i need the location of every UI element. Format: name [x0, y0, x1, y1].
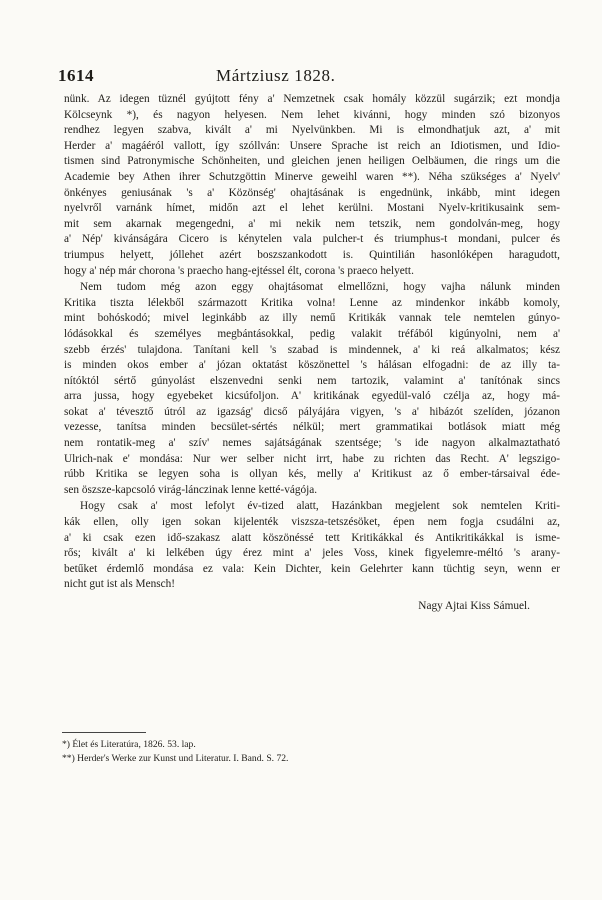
text-line: rős; kivált a' ki lelkében úgy érez mint a' jeles Voss, kinek figyelemre-méltó 's arany-: [64, 547, 560, 560]
text-line: Ulrich-nak e' mondása: Nur wer selber nicht irrt, habe zu richten das Recht. A' legszigo-: [64, 452, 560, 465]
text-line: kák ellen, olly igen sokan kijelenték viszsza-tetszésöket, épen nem fogja csudálni az,: [64, 516, 560, 529]
text-line: Hogy csak a' most lefolyt év-tized alatt, Hazánkban megjelent sok nemtelen Kriti-: [80, 500, 560, 513]
text-line: szebb érzés' tulajdona. Tanítani kell 's szabad is mindennek, a' ki reá alkalmatos; kész: [64, 343, 560, 356]
text-line: mint bohóskodó; mivel leginkább az illy nemű Kritikák vannak tele nemtelen gúnyo-: [64, 312, 560, 325]
text-line: betűket érdemlő mondása ez vala: Kein Dichter, kein Gelehrter kann tüchtig seyn, wenn er: [64, 562, 560, 575]
text-line: is minden okos ember a' józan oktatást köszönettel 's hálásan elfogadni: de az illy ta-: [64, 359, 560, 372]
text-line: a' Nép' kivánságára Cicero is kénytelen vala pulcher-t és triumphus-t mondani, pulcer és: [64, 233, 560, 246]
text-line: nítóktól sértő gúnyolást elszenvedni senki nem tartozik, valamint a' tanítónak sincs: [64, 374, 560, 387]
text-line: nicht gut ist als Mensch!: [64, 578, 176, 591]
text-line: tismen sind Patronymische Schönheiten, und gleichen jenen heiligen Oelbäumen, die rings um die: [64, 155, 560, 168]
text-line: vezesse, tanítsa minden becsület-sértés nélkül; mert grammatikai botlások miatt még: [64, 421, 560, 434]
footnotes: [62, 738, 558, 766]
footnote: **) Herder's Werke zur Kunst und Literatur. I. Band. S. 72.: [62, 753, 289, 764]
text-line: hogy a' nép már chorona 's praecho hang-ejtéssel élt, corona 's praeco helyett.: [64, 264, 414, 277]
page-number: 1614: [58, 66, 94, 85]
text-line: Kritika tiszta lélekből származott Kritika volna! Lenne az mindenkor inkább komoly,: [64, 296, 560, 309]
body-text: [64, 92, 560, 615]
text-line: Kölcseynk *), és nagyon helyesen. Nem lehet kivánni, hogy minden szó bizonyos: [64, 108, 560, 121]
footnote-divider: [62, 732, 146, 733]
text-line: nyelvről varnánk hímet, midőn azt el lehet kerülni. Mostani Nyelv-kritikusaink sem-: [64, 202, 560, 215]
footnote: *) Élet és Literatúra, 1826. 53. lap.: [62, 739, 196, 750]
running-title: Mártziusz 1828.: [216, 66, 336, 85]
text-line: önkényes geniusának 's a' Közönség' ohajtásának is engednünk, inkább, mint idegen: [64, 186, 560, 199]
text-line: mit sem akarnak megengedni, a' mi nekik nem tetszik, nem gondolván-meg, hogy: [64, 217, 560, 230]
text-line: nem rontatik-meg a' szív' nemes sajátságának szentsége; 's ide nagyon alkalmaztatható: [64, 437, 560, 450]
text-line: rúbb Kritika se legyen soha is ollyan kés, melly a' Kritikust az ő ember-társaival éde-: [64, 468, 560, 481]
text-line: lódásokkal és személyes megbántásokkal, pedig valakit tréfából kigúnyolni, nem a': [64, 327, 560, 340]
text-line: rendhez legyen szabva, kivált a' mi Nyelvünkben. Mi is elmondhatjuk azt, a' mit: [64, 124, 560, 137]
text-line: Herder a' magáéról vallott, így szóllván: Unsere Sprache ist reich an Idiotismen, und Idio-: [64, 139, 560, 152]
running-head: [58, 66, 554, 88]
text-line: sen öszsze-kapcsoló virág-lánczinak lenne ketté-vágója.: [64, 483, 318, 496]
text-line: Academie bey Athen ihrer Schutzgöttin Minerve geweihl waren **). Néha szükséges a' Nyelv': [64, 170, 560, 183]
text-line: a' ki csak ezen idő-szakasz alatt köszönéssé tett Kritikákkal és Antikritikákkal is isme-: [64, 531, 560, 544]
text-line: arra jussa, hogy egyebeket kicsúfoljon. A' kritikának egyedül-való czélja az, hogy má-: [64, 390, 560, 403]
text-line: triumpus helyett, jóllehet azért boszszankodott is. Quintilián hasonlóképen haragudott,: [64, 248, 560, 261]
signature: Nagy Ajtai Kiss Sámuel.: [418, 600, 530, 612]
text-line: nünk. Az idegen tüznél gyújtott fény a' Nemzetnek csak homály közzül sugárzik; ezt mondja: [64, 93, 560, 105]
text-line: Nem tudom még azon eggy ohajtásomat elmellőzni, hogy vajha nálunk minden: [80, 281, 560, 294]
text-line: sokat a' tévesztő útról az igazság' dicső pályájára vigyen, 's a' hibázót szelíden, józanon: [64, 405, 560, 418]
